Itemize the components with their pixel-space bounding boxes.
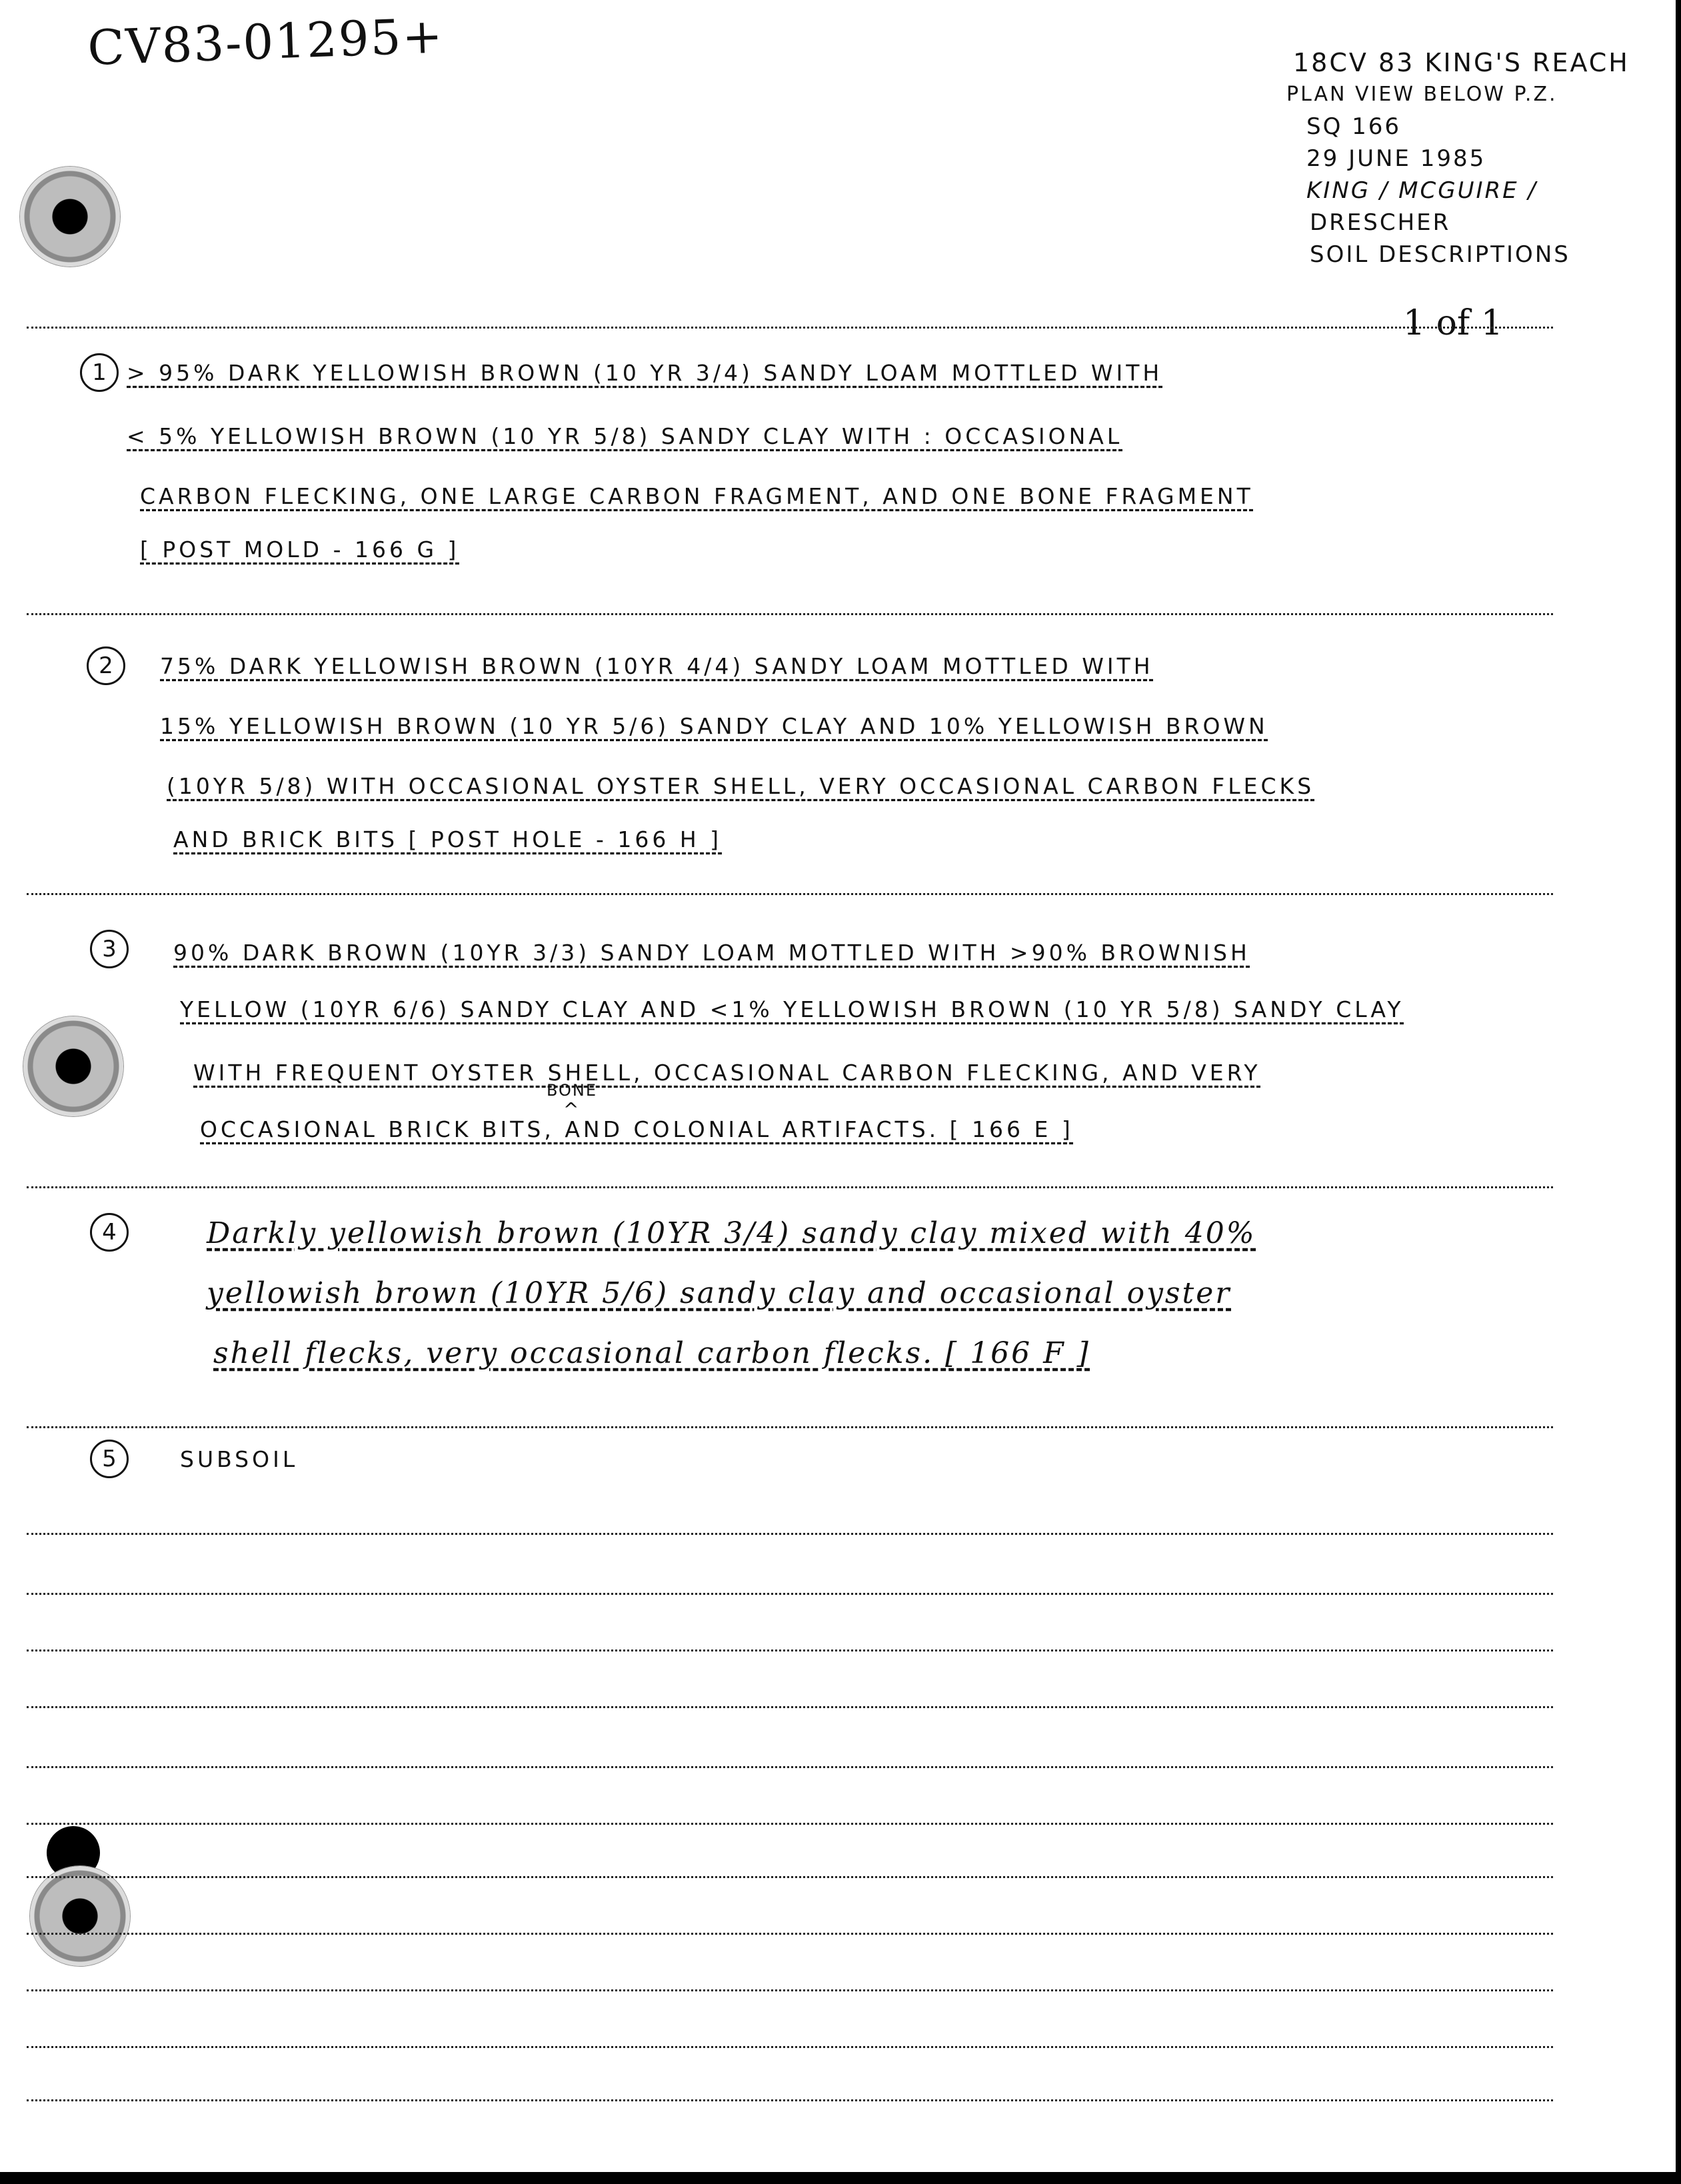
ruled-line: [27, 1706, 1553, 1708]
ruled-line: [27, 1766, 1553, 1768]
header-date: 29 JUNE 1985: [1306, 145, 1486, 172]
punch-hole-middle: [23, 1016, 123, 1116]
header-crew: KING / MCGUIRE /: [1306, 177, 1538, 204]
ruled-line: [27, 1989, 1553, 1991]
entry-line: < 5% YELLOWISH BROWN (10 YR 5/8) SANDY CLAY WITH : OCCASIONAL: [127, 423, 1123, 449]
entry-line: YELLOW (10YR 6/6) SANDY CLAY AND <1% YELLOWISH BROWN (10 YR 5/8) SANDY CLAY: [180, 996, 1404, 1022]
ruled-line: [27, 1186, 1553, 1188]
entry-line: WITH FREQUENT OYSTER SHELL, OCCASIONAL CARBON FLECKING, AND VERY: [193, 1060, 1261, 1086]
entry-number: 4: [90, 1213, 129, 1252]
insertion-note: BONE: [547, 1081, 598, 1100]
entry-number: 1: [80, 353, 119, 392]
entry-line: CARBON FLECKING, ONE LARGE CARBON FRAGMENT, AND ONE BONE FRAGMENT: [140, 483, 1254, 509]
document-id-stamp: CV83-01295+: [87, 7, 445, 76]
header-square: SQ 166: [1306, 113, 1402, 140]
entry-line: OCCASIONAL BRICK BITS, AND COLONIAL ARTIFACTS. [ 166 E ]: [200, 1116, 1074, 1142]
ruled-line: [27, 1823, 1553, 1825]
entry-line: 90% DARK BROWN (10YR 3/3) SANDY LOAM MOTTLED WITH >90% BROWNISH: [173, 940, 1250, 966]
punch-hole-bottom: [30, 1866, 130, 1966]
ruled-line: [27, 1426, 1553, 1428]
header-site: 18CV 83 KING'S REACH: [1293, 48, 1630, 77]
entry-line: 75% DARK YELLOWISH BROWN (10YR 4/4) SANDY LOAM MOTTLED WITH: [160, 653, 1154, 679]
header-view: PLAN VIEW BELOW P.Z.: [1286, 83, 1558, 106]
entry-line: SUBSOIL: [180, 1446, 299, 1472]
ruled-line: [27, 1933, 1553, 1935]
scan-edge-right: [1676, 0, 1681, 2184]
ruled-line: [27, 613, 1553, 615]
header-title: SOIL DESCRIPTIONS: [1310, 241, 1570, 268]
entry-number: 2: [87, 646, 125, 685]
ruled-line: [27, 1876, 1553, 1878]
ruled-line: [27, 2046, 1553, 2048]
entry-line: 15% YELLOWISH BROWN (10 YR 5/6) SANDY CLAY AND 10% YELLOWISH BROWN: [160, 713, 1268, 739]
entry-line: (10YR 5/8) WITH OCCASIONAL OYSTER SHELL, VERY OCCASIONAL CARBON FLECKS: [167, 773, 1315, 799]
ruled-line: [27, 1593, 1553, 1595]
entry-line: shell flecks, very occasional carbon flecks. [ 166 F ]: [213, 1336, 1090, 1370]
page-count: 1 of 1: [1403, 303, 1503, 343]
insertion-caret: ^: [563, 1098, 579, 1120]
ruled-line: [27, 1533, 1553, 1535]
ruled-line: [27, 1649, 1553, 1651]
entry-line: Darkly yellowish brown (10YR 3/4) sandy clay mixed with 40%: [207, 1216, 1256, 1250]
ruled-line: [27, 327, 1553, 329]
entry-line: AND BRICK BITS [ POST HOLE - 166 H ]: [173, 826, 723, 852]
entry-number: 3: [90, 930, 129, 968]
scan-edge-bottom: [0, 2172, 1681, 2184]
ruled-line: [27, 2099, 1553, 2101]
entry-line: [ POST MOLD - 166 G ]: [140, 537, 460, 562]
header-crew-continued: DRESCHER: [1310, 209, 1451, 236]
header-block: [1286, 47, 1666, 271]
punch-hole-top: [20, 167, 120, 267]
entry-line: > 95% DARK YELLOWISH BROWN (10 YR 3/4) SANDY LOAM MOTTLED WITH: [127, 360, 1163, 386]
entry-number: 5: [90, 1440, 129, 1478]
entry-line: yellowish brown (10YR 5/6) sandy clay and occasional oyster: [207, 1276, 1232, 1310]
ruled-line: [27, 893, 1553, 895]
